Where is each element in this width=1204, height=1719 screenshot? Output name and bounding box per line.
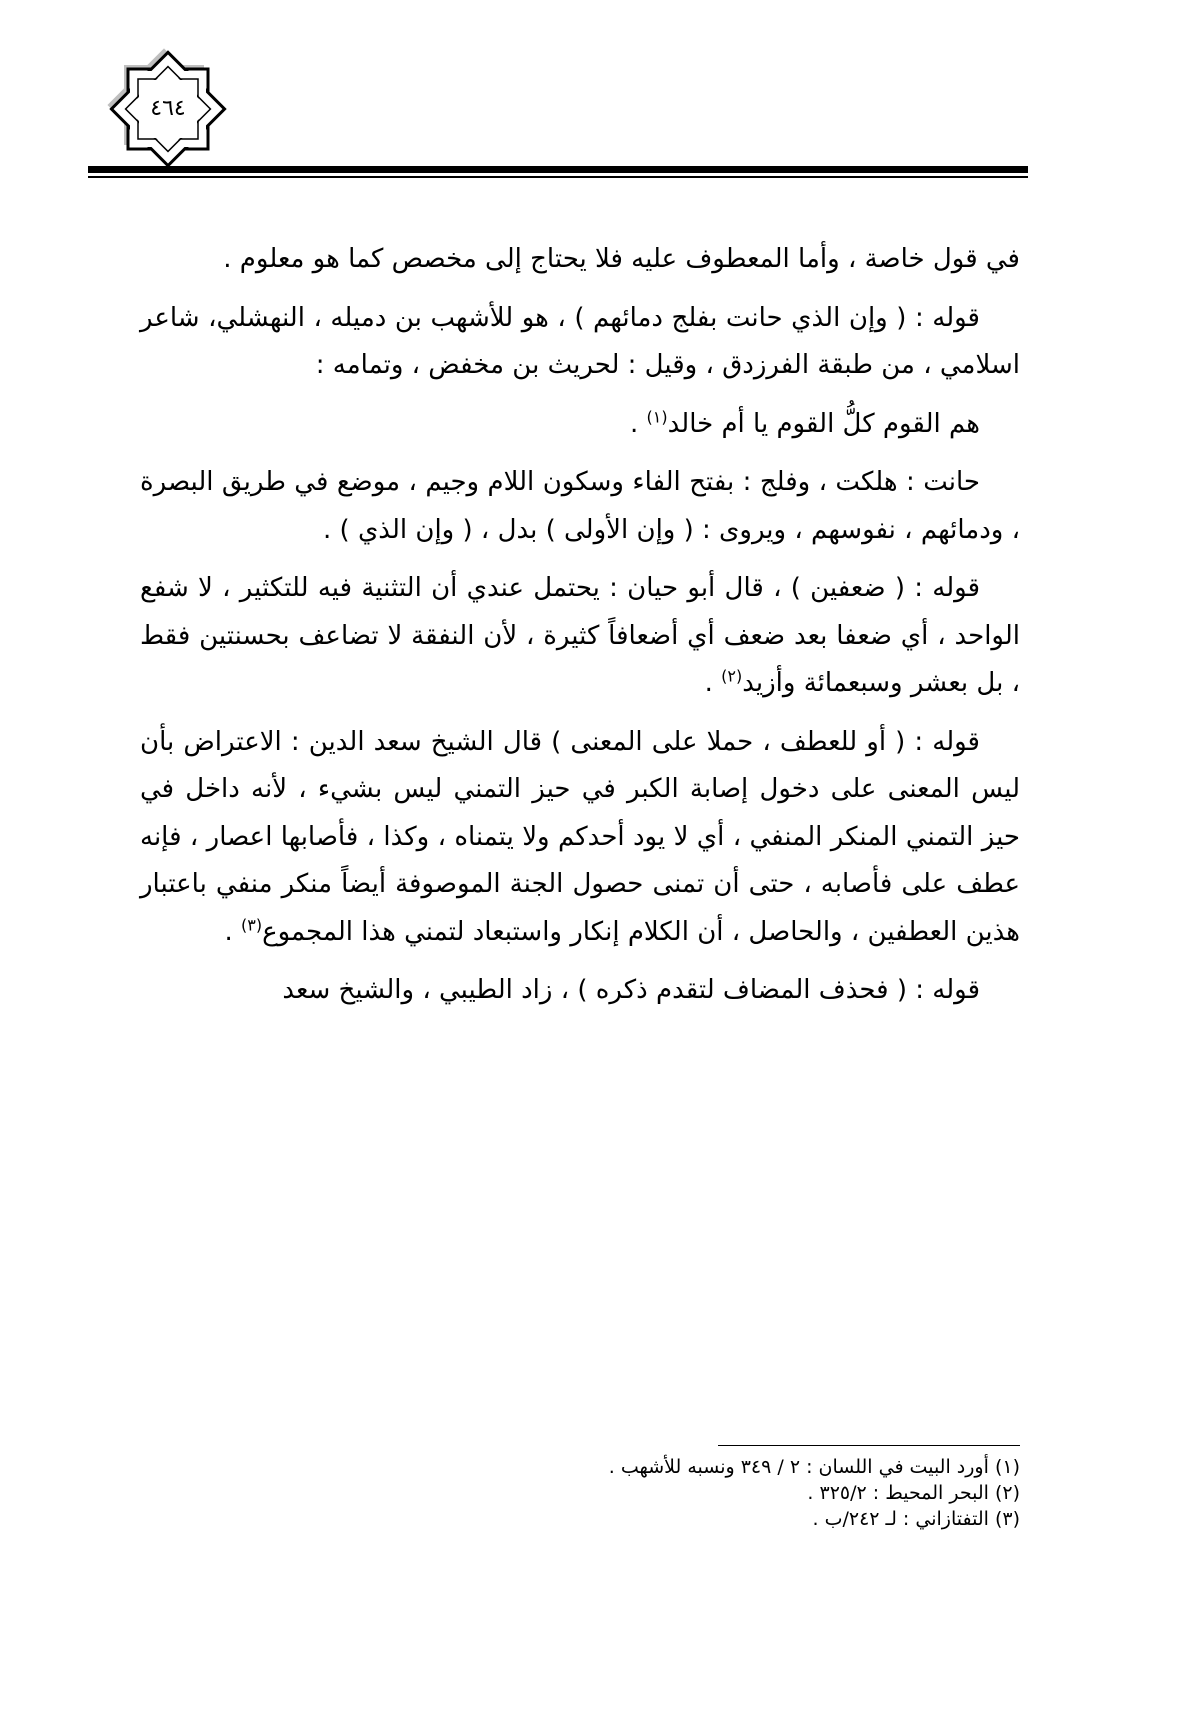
paragraph: حانت : هلكت ، وفلج : بفتح الفاء وسكون اللام وجيم ، موضع في طريق البصرة ، ودمائهم ، نفوسهم ، ويروى : ( وإن الأولى ) بدل ، ( وإن الذي ) . [140,467,1020,545]
footnote-number: (٣) [994,1508,1020,1530]
footnotes [400,1454,1020,1532]
paragraph: قوله : ( فحذف المضاف لتقدم ذكره ) ، زاد الطيبي ، والشيخ سعد [282,975,980,1005]
header-rule [88,166,1028,173]
paragraph: قوله : ( أو للعطف ، حملا على المعنى ) قال الشيخ سعد الدين : الاعتراض بأن ليس المعنى على دخول إصابة الكبر في حيز التمني ليس بشيء ، لأنه داخل في حيز التمني المنكر المنفي ، أي لا يود أحدكم ولا يتمناه ، وكذا ، فأصابها اعصار ، فإنه عطف على فأصابه ، حتى أن تمنى حصول الجنة الموصوفة أيضاً منكر منفي باعتبار هذين العطفين ، والحاصل ، أن الكلام إنكار واستبعاد لتمني هذا المجموع$^{(٣)}$ . [140,726,1020,947]
footnote-number: (١) [994,1456,1020,1478]
footnote-number: (٢) [994,1482,1020,1504]
verse-line: هم القوم كلُّ القوم يا أم خالد$^{(١)}$ . [630,406,980,439]
footnote-ref: (٢) [721,666,743,686]
footnote [400,1480,1020,1506]
paragraph: قوله : ( وإن الذي حانت بفلج دمائهم ) ، هو للأشهب بن دميله ، النهشلي، شاعر اسلامي ، من طبقة الفرزدق ، وقيل : لحريث بن مخفض ، وتمامه : [140,302,1020,380]
paragraph: قوله : ( ضعفين ) ، قال أبو حيان : يحتمل عندي أن التثنية فيه للتكثير ، لا شفع الواحد ، أي ضعفا بعد ضعف أي أضعافاً كثيرة ، لأن النفقة لا تضاعف بحسنتين فقط ، بل بعشر وسبعمائة وأزيد$^{(٢)}$ . [140,573,1020,698]
footnote-ref: (١) [646,406,668,426]
footnote [400,1506,1020,1532]
footnote-ref: (٣) [240,914,263,934]
footnote-separator [718,1445,1020,1446]
footnote-text: البحر المحيط : ٣٢٥/٢ . [807,1482,989,1504]
body-text [140,236,1020,1015]
footnote-text: التفتازاني : لـ ٢٤٢/ب . [812,1508,989,1530]
paragraph: في قول خاصة ، وأما المعطوف عليه فلا يحتاج إلى مخصص كما هو معلوم . [223,244,1020,274]
footnote [400,1454,1020,1480]
page-number: ٤٦٤ [150,96,186,121]
page-number-badge [98,44,238,174]
header-rule-thin [88,176,1028,178]
footnote-text: أورد البيت في اللسان : ٢ / ٣٤٩ ونسبه للأشهب . [608,1456,989,1478]
